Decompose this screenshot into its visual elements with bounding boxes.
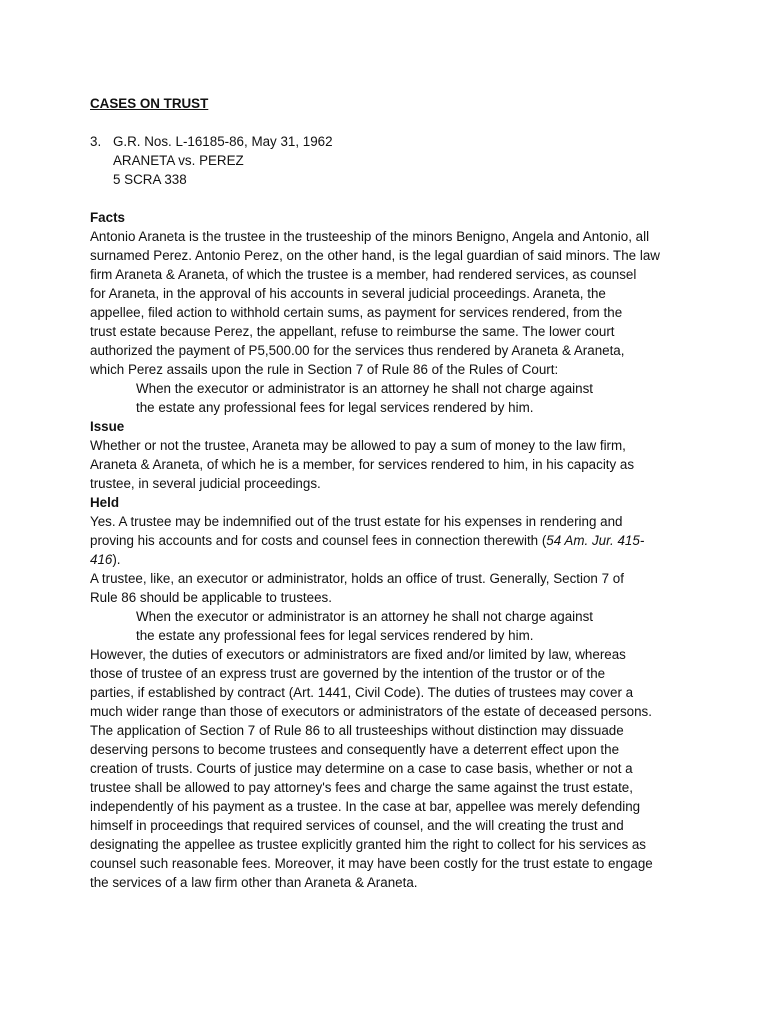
quote-line: When the executor or administrator is an attorney he shall not charge against bbox=[136, 381, 594, 396]
facts-line: Antonio Araneta is the trustee in the trusteeship of the minors Benigno, Angela and Antonio, all bbox=[90, 229, 650, 244]
held-line: However, the duties of executors or administrators are fixed and/or limited by law, whereas bbox=[90, 647, 626, 662]
held-line: trustee shall be allowed to pay attorney's fees and charge the same against the trust estate, bbox=[90, 780, 633, 795]
held-paragraph bbox=[90, 512, 680, 607]
held-line: parties, if established by contract (Art. 1441, Civil Code). The duties of trustees may cover a bbox=[90, 685, 634, 700]
facts-line: surnamed Perez. Antonio Perez, on the other hand, is the legal guardian of said minors. The law bbox=[90, 248, 660, 263]
held-line bbox=[90, 550, 680, 569]
held-line: creation of trusts. Courts of justice may determine on a case to case basis, whether or not a bbox=[90, 761, 633, 776]
quote-line: the estate any professional fees for legal services rendered by him. bbox=[136, 628, 534, 643]
held-line: independently of his payment as a trustee. In the case at bar, appellee was merely defending bbox=[90, 799, 641, 814]
case-gr-number: G.R. Nos. L-16185-86, May 31, 1962 bbox=[113, 134, 333, 149]
case-parties: ARANETA vs. PEREZ bbox=[113, 153, 244, 168]
issue-line: Whether or not the trustee, Araneta may be allowed to pay a sum of money to the law firm, bbox=[90, 438, 626, 453]
facts-line: which Perez assails upon the rule in Section 7 of Rule 86 of the Rules of Court: bbox=[90, 362, 559, 377]
held-line: The application of Section 7 of Rule 86 to all trusteeships without distinction may dissuade bbox=[90, 723, 624, 738]
held-line: himself in proceedings that required services of counsel, and the will creating the trust and bbox=[90, 818, 624, 833]
held-line: A trustee, like, an executor or administrator, holds an office of trust. Generally, Section 7 of bbox=[90, 571, 624, 586]
facts-line: trust estate because Perez, the appellant, refuse to reimburse the same. The lower court bbox=[90, 324, 615, 339]
held-citation: 416 bbox=[90, 552, 113, 567]
case-number: 3. bbox=[90, 134, 102, 149]
case-citation-lines bbox=[113, 132, 333, 189]
document-content bbox=[90, 94, 680, 892]
facts-line: authorized the payment of P5,500.00 for the services thus rendered by Araneta & Araneta, bbox=[90, 343, 625, 358]
held-heading: Held bbox=[90, 495, 120, 510]
held-paragraph-continued bbox=[90, 645, 680, 892]
held-line: much wider range than those of executors or administrators of the estate of deceased persons. bbox=[90, 704, 652, 719]
issue-heading: Issue bbox=[90, 419, 125, 434]
facts-rule-quote bbox=[90, 379, 680, 417]
spacer bbox=[90, 189, 680, 208]
held-rule-quote bbox=[90, 607, 680, 645]
held-line: designating the appellee as trustee explicitly granted him the right to collect for his services as bbox=[90, 837, 647, 852]
quote-line: When the executor or administrator is an attorney he shall not charge against bbox=[136, 609, 594, 624]
held-text: ). bbox=[112, 552, 121, 567]
issue-line: trustee, in several judicial proceedings. bbox=[90, 476, 321, 491]
facts-line: appellee, filed action to withhold certain sums, as payment for services rendered, from the bbox=[90, 305, 623, 320]
held-line: Yes. A trustee may be indemnified out of the trust estate for his expenses in rendering and bbox=[90, 514, 623, 529]
facts-line: for Araneta, in the approval of his accounts in several judicial proceedings. Araneta, the bbox=[90, 286, 606, 301]
held-line: deserving persons to become trustees and consequently have a deterrent effect upon the bbox=[90, 742, 620, 757]
facts-heading: Facts bbox=[90, 210, 125, 225]
document-title: CASES ON TRUST bbox=[90, 96, 209, 111]
case-citation bbox=[90, 132, 680, 189]
quote-line: the estate any professional fees for legal services rendered by him. bbox=[136, 400, 534, 415]
held-line: those of trustee of an express trust are governed by the intention of the trustor or of the bbox=[90, 666, 606, 681]
held-line: Rule 86 should be applicable to trustees. bbox=[90, 590, 332, 605]
held-line bbox=[90, 531, 680, 550]
held-text: proving his accounts and for costs and counsel fees in connection therewith ( bbox=[90, 533, 547, 548]
held-line: the services of a law firm other than Araneta & Araneta. bbox=[90, 875, 418, 890]
held-line: counsel such reasonable fees. Moreover, it may have been costly for the trust estate to engage bbox=[90, 856, 653, 871]
facts-paragraph bbox=[90, 227, 680, 379]
case-reporter: 5 SCRA 338 bbox=[113, 172, 187, 187]
held-citation: 54 Am. Jur. 415- bbox=[546, 533, 645, 548]
facts-line: firm Araneta & Araneta, of which the trustee is a member, had rendered services, as counsel bbox=[90, 267, 637, 282]
issue-line: Araneta & Araneta, of which he is a member, for services rendered to him, in his capacity as bbox=[90, 457, 635, 472]
issue-paragraph bbox=[90, 436, 680, 493]
